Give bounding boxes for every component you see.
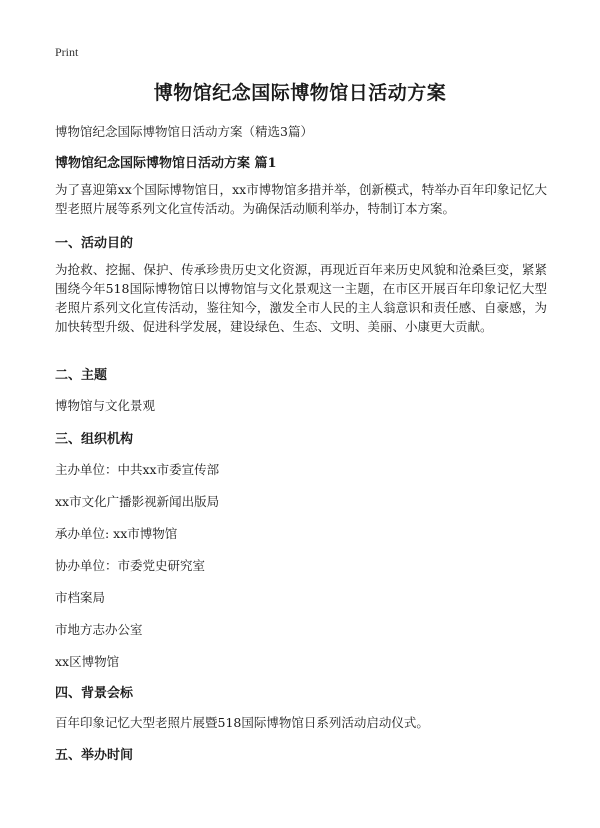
theme-text: 博物馆与文化景观 — [55, 398, 156, 413]
document-subtitle: 博物馆纪念国际博物馆日活动方案（精选3篇） — [55, 124, 313, 139]
logo-text: 百年印象记忆大型老照片展暨518国际博物馆日系列活动启动仪式。 — [55, 715, 429, 730]
section-heading-logo: 四、背景会标 — [55, 686, 134, 701]
org-line: 协办单位：市委党史研究室 — [55, 558, 206, 573]
org-line: xx区博物馆 — [55, 654, 120, 669]
org-line: xx市文化广播影视新闻出版局 — [55, 494, 220, 509]
org-line: 市地方志办公室 — [55, 622, 143, 637]
org-line: 主办单位：中共xx市委宣传部 — [55, 462, 220, 477]
section-heading-theme: 二、主题 — [55, 368, 108, 383]
section-heading-purpose: 一、活动目的 — [55, 236, 134, 251]
chapter-title: 博物馆纪念国际博物馆日活动方案 篇1 — [55, 156, 277, 171]
intro-paragraph: 为了喜迎第xx个国际博物馆日，xx市博物馆多措并举，创新模式，特举办百年印象记忆大型老照片展等系列文化宣传活动。为确保活动顺利举办，特制订本方案。 — [55, 182, 547, 216]
section-heading-time: 五、举办时间 — [55, 748, 134, 763]
document-title: 博物馆纪念国际博物馆日活动方案 — [153, 82, 447, 104]
purpose-paragraph: 为抢救、挖掘、保护、传承珍贵历史文化资源，再现近百年来历史风貌和沧桑巨变，紧紧围绕今年518国际博物馆日以博物馆与文化景观这一主题，在市区开展百年印象记忆大型老照片系列文化宣传活动，鉴往知今，激发全市人民的主人翁意识和责任感、自豪感，为加快转型升级、促进科学发展，建设绿色、生态、文明、美丽、小康更大贡献。 — [55, 262, 547, 334]
print-label: Print — [55, 45, 79, 59]
org-line: 承办单位: xx市博物馆 — [55, 526, 178, 541]
section-heading-organization: 三、组织机构 — [55, 432, 134, 447]
org-line: 市档案局 — [55, 590, 106, 605]
